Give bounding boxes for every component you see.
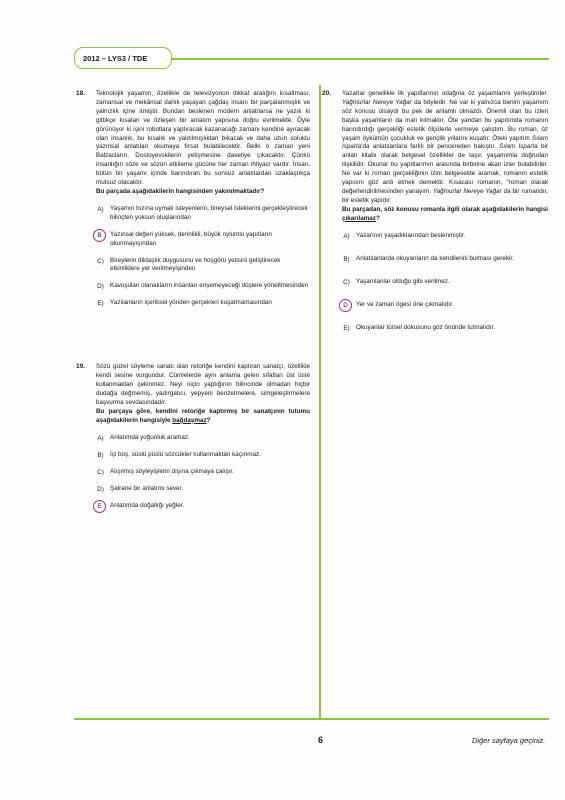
book-title: Sılam Isparta: [342, 134, 548, 151]
option-e[interactable]: [96, 299, 310, 308]
stem-text: Bu parçadan, söz konusu romanla ilgili olarak aşağıdakilerin hangisi: [342, 205, 548, 213]
option-letter: A): [343, 232, 350, 240]
next-page-note: Diğer sayfaya geçiniz.: [472, 736, 546, 745]
text-segment: Yazarlar genellikle ilk yapıtlarının odağına öz yaşamlarını yerleştirirler.: [342, 90, 548, 97]
text-segment: 'da anlatılanlara farklı bir pencereden bakıştır.: [361, 143, 500, 151]
option-text: İçi boş, süslü püslü sözcükler kullanmaktan kaçınmaz.: [110, 450, 261, 458]
question-20: [322, 90, 549, 333]
option-letter: D): [97, 283, 104, 291]
option-text: Anlatımda yoğunluk aramaz.: [110, 433, 190, 441]
option-text: Yazarının yaşadıklarından beslenmiştir.: [356, 231, 466, 239]
text-segment: da böyledir. Ne var ki yalnızca benim yaşamım söz konusu olsaydı bu pek de anlamlı olmazdı. Önemli olan bu izleri başka yaşamların da malı kılmaktır. Öte yandan bu yapıtımda romanın barındırdığı gerçekliği estetik ölçülerle vermeye çalıştım. Bu roman, öz yaşam öykümün çocukluk ve gençlik yıllarını kuşatır. Öteki yapıtım: [342, 98, 548, 142]
option-letter-circled: E: [93, 500, 106, 513]
option-c[interactable]: [96, 257, 310, 275]
options-list: [96, 434, 310, 511]
option-d[interactable]: [342, 301, 548, 310]
stem-text: Bu parçaya göre, kendini retoriğe kaptırmış bir sanatçının tutumu aşağıdakilerin hangisiyle: [96, 407, 310, 424]
question-text: Teknolojik yaşamın, özellikle de televizyonun dikkat aralığını kısaltması, zamansal ve mekânsal darlık yaşayan çağdaş insanı bir parçalanmışlık ve yalnızlık içine itmiştir. Bundan beslenen modern anlatılarsa ne yazık ki gittikçe kısalan ve özleşen bir anlatım yapısına doğru evrilmekte. Öyle görünüyor ki işini robotlara yaptıracak kazanacağı zamanı kendine ayıracak olan insanlık, bu kısalık ve yalıtılmışlıktan bıkacak ve daha uzun soluklu yazınsal anlatıları okumaya fırsat bulabilecektir. Belki o zaman yeni Balzacların, Dostoyevskilerin yetişmesine davetiye çıkacaktır. Çünkü insanlığın söze ve sözün etkileme gücüne her zaman ihtiyacı vardır. İnsan, bütün bir yaşamı içinde barındıran bu sonsuz anlatılardan uzaklaştıkça mutsuz olacaktır.: [96, 90, 310, 187]
option-d[interactable]: [96, 485, 310, 494]
question-number: 18.: [76, 90, 86, 97]
book-title: Yağmurlar Nereye Yağar: [342, 98, 412, 106]
option-letter: E): [343, 324, 350, 332]
option-b[interactable]: [96, 451, 310, 460]
option-b[interactable]: [96, 231, 310, 249]
option-letter: C): [343, 278, 350, 286]
text-segment: bir anlatı kitabı olarak belgesel özellikler de taşır, yaşamımla doğrudan ilişkilidir. Okurlar bu yapıtlarımın arasında birbirine akan izler bulabilirler. Ne var ki roman gerçekliğinin izini belgeselde aramak, romanın estetik yapısını göz ardı etmek demektir. Kısacası romanın, "roman olarak değerlendirilmesinden yanayım.: [342, 143, 549, 195]
option-letter: C): [97, 468, 104, 476]
option-text: Yaşamın hızına uymak isteyenlerin, bireysel isteklerini gerçekleştirecek bilinçten yoksun oluşlarından: [110, 204, 308, 221]
option-text: Kavuşulan olanakların insanları erişemeyeceği düşlere yöneltmesinden: [110, 282, 309, 290]
question-text: Sözü güzel söyleme sanatı olan retoriğe kendini kaptıran sanatçı, özellikle kendi sesine vurgundur. Cümlelerde aynı anlama gelen sıfatları üst üste kullanmaktan çekinmez. Neyi niçin yaptığının bilincinde olmadan hiçbir dudağa değmemiş, yadırgatıcı, yepyeni benzetmelere, simgeleştirmelere başvurma sevdasındadır.: [96, 363, 310, 406]
question-stem: [96, 408, 310, 426]
option-letter: D): [97, 485, 104, 493]
option-letter: A): [97, 205, 104, 213]
question-19: [76, 363, 310, 510]
option-letter: C): [97, 257, 104, 265]
right-column: [322, 90, 549, 341]
stem-underlined: çıkarılamaz: [342, 214, 376, 222]
option-text: Şairane bir anlatımı sever.: [110, 484, 184, 492]
option-e[interactable]: [96, 502, 310, 511]
option-b[interactable]: [342, 255, 548, 264]
option-text: Bireylerin dildaşlık duygusunu ve hoşgörü yetisini geliştirecek etkinliklere yer verilmeyişinden: [110, 256, 281, 273]
question-number: 19.: [76, 363, 86, 371]
option-text: Yazılanların içeriksel yönden gerçekleri kuşatmamasından: [110, 299, 272, 307]
option-c[interactable]: [96, 468, 310, 477]
option-letter-circled: D: [339, 299, 352, 312]
question-number: 20.: [322, 90, 332, 97]
options-list: [342, 232, 548, 333]
stem-end: ?: [206, 416, 211, 424]
question-text: [342, 90, 548, 206]
column-divider: [319, 85, 321, 718]
option-e[interactable]: [342, 324, 548, 333]
option-text: Alışılmış söyleyişlerin dışına çıkmaya çalışır.: [110, 467, 234, 475]
option-c[interactable]: [342, 278, 548, 287]
options-list: [96, 205, 310, 308]
question-stem: [342, 206, 548, 224]
option-text: Yazınsal değeri yüksek, derinlikli, büyük oylumlu yapıtların okunmayışından: [110, 230, 272, 247]
option-text: Yaşanılanlar olduğu gibi verilmez.: [356, 277, 450, 285]
option-text: Anlatılanlarda okuyanların da kendilerini bulması gerekir.: [356, 254, 514, 262]
text-segment: da bir romandır, bir estetik yapıdır.: [342, 187, 548, 204]
option-letter: B): [97, 451, 104, 459]
option-letter: A): [97, 434, 104, 442]
option-a[interactable]: [96, 205, 310, 223]
left-column: [76, 90, 310, 519]
footer-rule: [74, 718, 549, 720]
option-a[interactable]: [342, 232, 548, 241]
question-stem: Bu parçada aşağıdakilerin hangisinden yakınılmaktadır?: [96, 187, 265, 195]
question-18: [76, 90, 310, 308]
page-number: 6: [318, 735, 324, 745]
stem-end: ?: [375, 214, 380, 222]
option-text: Okuyanlar türsel dokusunu göz önünde tutmalıdır.: [356, 323, 495, 331]
book-title: Sılam Isparta: [499, 143, 538, 151]
option-letter: B): [343, 255, 350, 263]
option-letter-circled: B: [93, 229, 106, 242]
stem-underlined: bağdaşmaz: [172, 416, 207, 424]
header-label: 2012 – LYS3 / TDE: [74, 47, 172, 69]
option-text: Anlatımda doğallığı yeğler.: [110, 501, 185, 509]
option-text: Yer ve zaman ögesi öne çıkmalıdır.: [356, 300, 454, 308]
option-a[interactable]: [96, 434, 310, 443]
book-title: Yağmurlar Nereye Yağar: [432, 187, 502, 195]
option-d[interactable]: [96, 282, 310, 291]
option-letter: E): [97, 300, 104, 308]
